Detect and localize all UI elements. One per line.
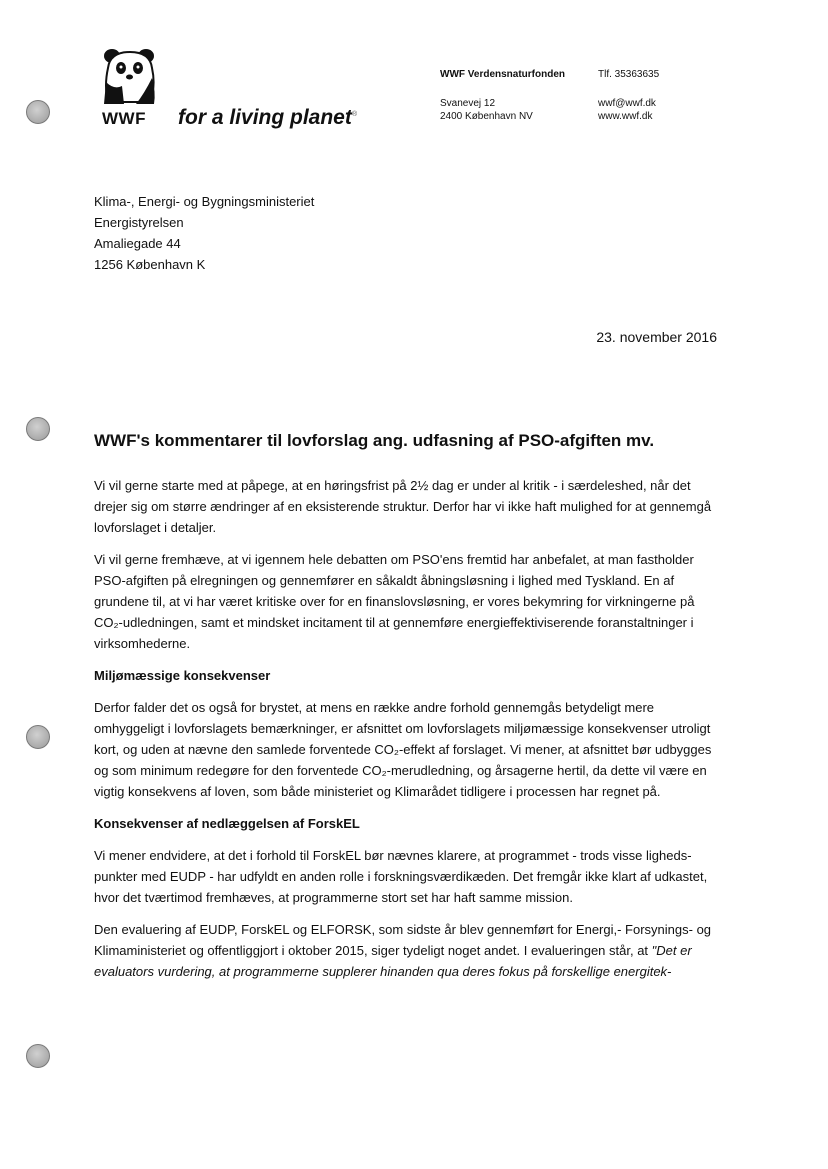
punch-hole-bottom [26,1044,50,1068]
paragraph-2: Vi vil gerne fremhæve, at vi igennem hele debatten om PSO'ens fremtid har anbefalet, at man fastholder PSO-afgiften på elregningen og gennemfører en såkaldt åbningsløsning i lighed med Tyskland. En af grundene til, at vi har været kritiske over for en finanslovsløsning, er vores bekymring for virkningerne på CO₂-udledningen, samt et mindsket incitament til at gennemføre energieffektiviserende foranstaltninger i virksomhederne. [94,552,695,651]
paragraph-3: Derfor falder det os også for brystet, at mens en række andre forhold gennemgås betydeligt mere omhyggeligt i lovforslagets bemærkninger, er afsnittet om lovforslagets miljømæssige konsekvenser utroligt kort, og uden at nævne den samlede forventede CO₂-effekt af forslaget. Vi mener, at afsnittet bør udbygges og som minimum redegøre for den forventede CO₂-merudledning, og årsagerne hertil, da dette vil være en vigtig konsekvens af loven, som både ministeriet og Klimarådet tidligere i processen har regnet på. [94,700,712,799]
registered-mark: ® [351,111,358,118]
letter-date: 23. november 2016 [596,329,717,345]
punch-hole-upper-middle [26,417,50,441]
paragraph-4: Vi mener endvidere, at det i forhold til ForskEL bør nævnes klarere, at programmet - trods visse lighedspunkter med EUDP - har udfyldt en anden rolle i forskningsværdikæden. Det fremgår ikke klart af udkastet, hvor det tværtimod fremhæves, at programmerne stort set har haft samme mission. [94,848,708,905]
org-name: WWF Verdensnaturfonden [440,69,565,80]
tagline-text: for a living planet [178,106,352,129]
street-address: Svanevej 12 [440,98,496,109]
letter-body [94,475,720,993]
paragraph-5 [94,919,720,982]
section-heading-forskel: Konsekvenser af nedlæggelsen af ForskEL [94,816,360,831]
section-heading-environment: Miljømæssige konsekvenser [94,668,271,683]
paragraph-5-text: Den evaluering af EUDP, ForskEL og ELFORSK, som sidste år blev gennemført for Energi,- Forsynings- og Klimaministeriet og offentliggjort i oktober 2015, siger tydeligt noget andet. I evalueringen står, at [94,922,712,958]
paragraph-5-quote: "Det er evaluators vurdering, at programmerne supplerer hinanden qua deres fokus på forskellige energitek- [94,943,692,979]
punch-hole-lower-middle [26,725,50,749]
panda-logo-icon [100,46,160,108]
recipient-line-3: Amaliegade 44 [94,236,181,251]
letter-title: WWF's kommentarer til lovforslag ang. udfasning af PSO-afgiften mv. [94,431,655,450]
recipient-address [94,191,314,275]
wwf-wordmark: WWF [102,109,146,128]
paragraph-1: Vi vil gerne starte med at påpege, at en høringsfrist på 2½ dag er under al kritik - i særdeleshed, når det drejer sig om større ændringer af en eksisterende struktur. Derfor har vi ikke haft mulighed for at gennemgå lovforslaget i detaljer. [94,478,712,535]
phone-number: Tlf. 35363635 [598,69,660,80]
city-address: 2400 København NV [440,111,533,122]
recipient-line-4: 1256 København K [94,257,206,272]
punch-hole-top [26,100,50,124]
recipient-line-2: Energistyrelsen [94,215,184,230]
website-address: www.wwf.dk [598,111,653,122]
tagline [178,106,357,130]
recipient-line-1: Klima-, Energi- og Bygningsministeriet [94,194,315,209]
email-address: wwf@wwf.dk [598,98,656,109]
